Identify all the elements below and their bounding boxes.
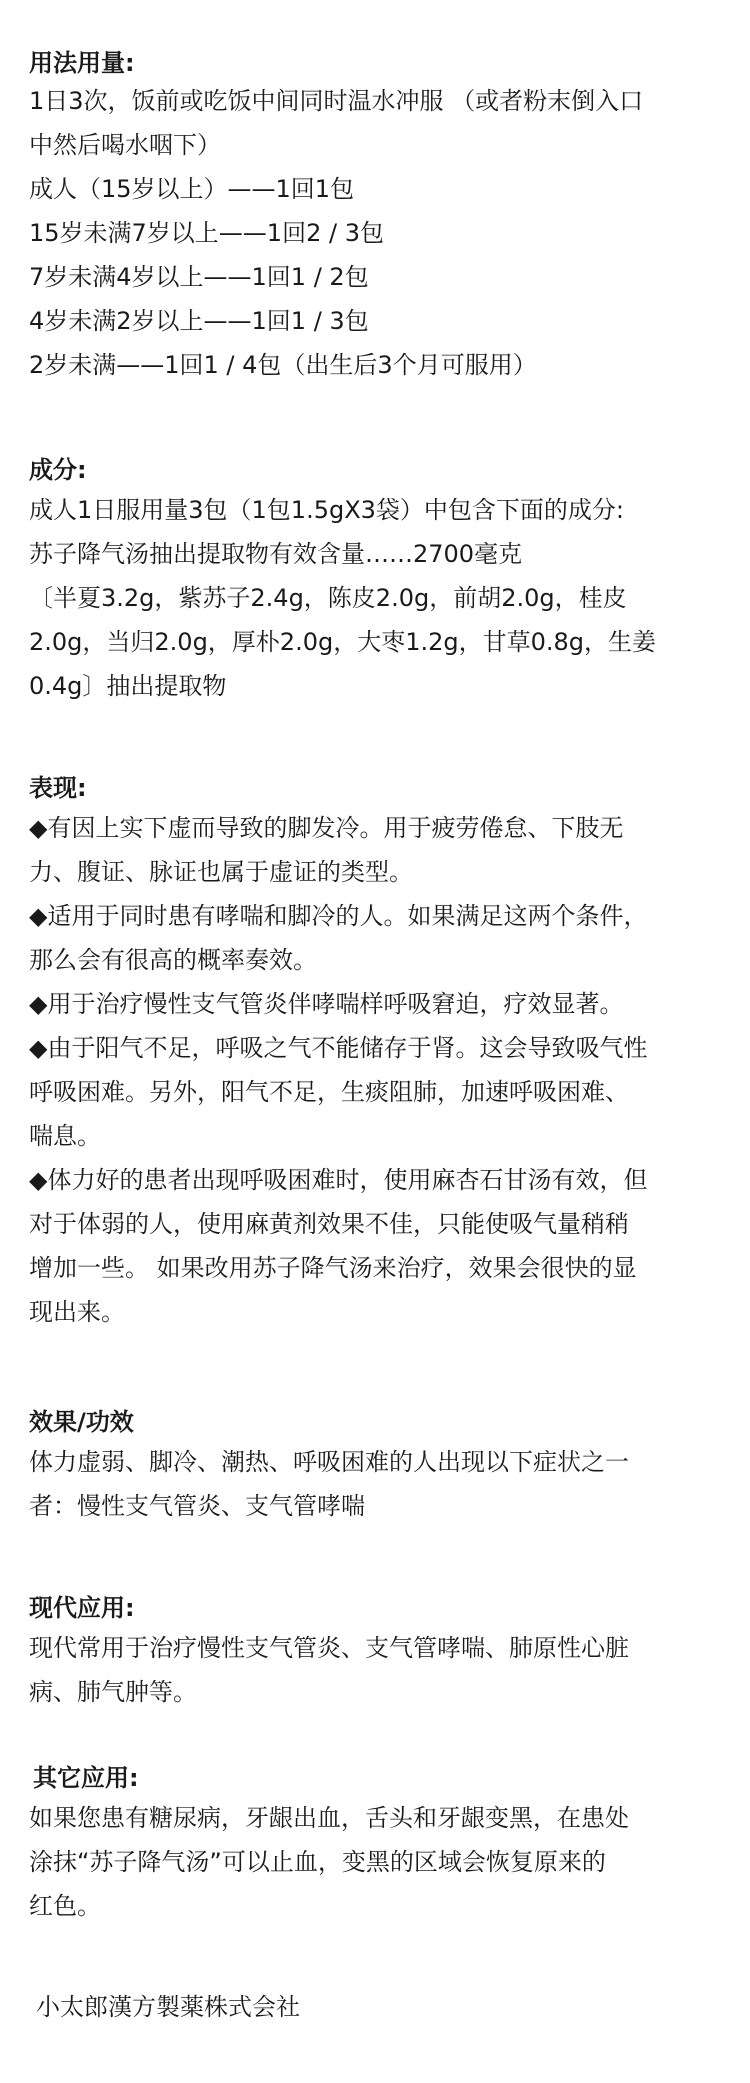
usage-line: 2岁未满——1回1 / 4包（出生后3个月可服用） <box>29 351 537 379</box>
other-line: 涂抹“苏子降气汤”可以止血，变黑的区域会恢复原来的 <box>29 1848 606 1876</box>
ingredients-line: 2.0g，当归2.0g，厚朴2.0g，大枣1.2g，甘草0.8g，生姜 <box>29 628 657 656</box>
symptoms-line: 对于体弱的人，使用麻黄剂效果不佳，只能使吸气量稍稍 <box>29 1210 629 1238</box>
symptoms-section <box>29 770 729 1334</box>
ingredients-line: 〔半夏3.2g，紫苏子2.4g，陈皮2.0g，前胡2.0g，桂皮 <box>29 584 627 612</box>
other-heading: 其它应用: <box>33 1764 139 1792</box>
ingredients-heading: 成分: <box>29 456 87 484</box>
symptoms-line: ◆适用于同时患有哮喘和脚冷的人。如果满足这两个条件， <box>29 902 648 930</box>
company-name: 小太郎漢方製薬株式会社 <box>36 1993 300 2021</box>
symptoms-line: ◆由于阳气不足，呼吸之气不能储存于肾。这会导致吸气性 <box>29 1034 648 1062</box>
symptoms-line: 呼吸困难。另外，阳气不足，生痰阻肺，加速呼吸困难、 <box>29 1078 629 1106</box>
symptoms-line: 喘息。 <box>29 1122 101 1150</box>
other-section <box>29 1760 733 1928</box>
usage-heading: 用法用量: <box>29 49 135 77</box>
other-line: 如果您患有糖尿病，牙龈出血，舌头和牙龈变黑，在患处 <box>29 1804 629 1832</box>
symptoms-line: ◆体力好的患者出现呼吸困难时，使用麻杏石甘汤有效，但 <box>29 1166 648 1194</box>
ingredients-line: 成人1日服用量3包（1包1.5gX3袋）中包含下面的成分: <box>29 496 625 524</box>
effects-section <box>29 1404 729 1528</box>
usage-line: 7岁未满4岁以上——1回1 / 2包 <box>29 263 369 291</box>
symptoms-heading: 表现: <box>29 774 87 802</box>
ingredients-section <box>29 452 729 708</box>
effects-line: 者：慢性支气管炎、支气管哮喘 <box>29 1492 365 1520</box>
usage-line: 1日3次，饭前或吃饭中间同时温水冲服 （或者粉末倒入口 <box>29 87 644 115</box>
other-line: 红色。 <box>29 1892 101 1920</box>
effects-heading: 效果/功效 <box>29 1408 134 1436</box>
modern-heading: 现代应用: <box>29 1594 135 1622</box>
symptoms-line: ◆用于治疗慢性支气管炎伴哮喘样呼吸窘迫，疗效显著。 <box>29 990 624 1018</box>
usage-section <box>29 45 729 387</box>
symptoms-line: 现出来。 <box>29 1298 125 1326</box>
modern-line: 现代常用于治疗慢性支气管炎、支气管哮喘、肺原性心脏 <box>29 1634 629 1662</box>
ingredients-line: 0.4g〕抽出提取物 <box>29 672 227 700</box>
ingredients-line: 苏子降气汤抽出提取物有效含量……2700毫克 <box>29 540 523 568</box>
symptoms-line: 力、腹证、脉证也属于虚证的类型。 <box>29 858 413 886</box>
usage-line: 中然后喝水咽下） <box>29 131 221 159</box>
effects-line: 体力虚弱、脚冷、潮热、呼吸困难的人出现以下症状之一 <box>29 1448 629 1476</box>
symptoms-line: ◆有因上实下虚而导致的脚发冷。用于疲劳倦怠、下肢无 <box>29 814 624 842</box>
symptoms-line: 那么会有很高的概率奏效。 <box>29 946 317 974</box>
usage-line: 15岁未满7岁以上——1回2 / 3包 <box>29 219 384 247</box>
modern-section <box>29 1590 729 1714</box>
usage-line: 4岁未满2岁以上——1回1 / 3包 <box>29 307 369 335</box>
modern-line: 病、肺气肿等。 <box>29 1678 197 1706</box>
symptoms-line: 增加一些。 如果改用苏子降气汤来治疗，效果会很快的显 <box>29 1254 637 1282</box>
usage-line: 成人（15岁以上）——1回1包 <box>29 175 355 203</box>
